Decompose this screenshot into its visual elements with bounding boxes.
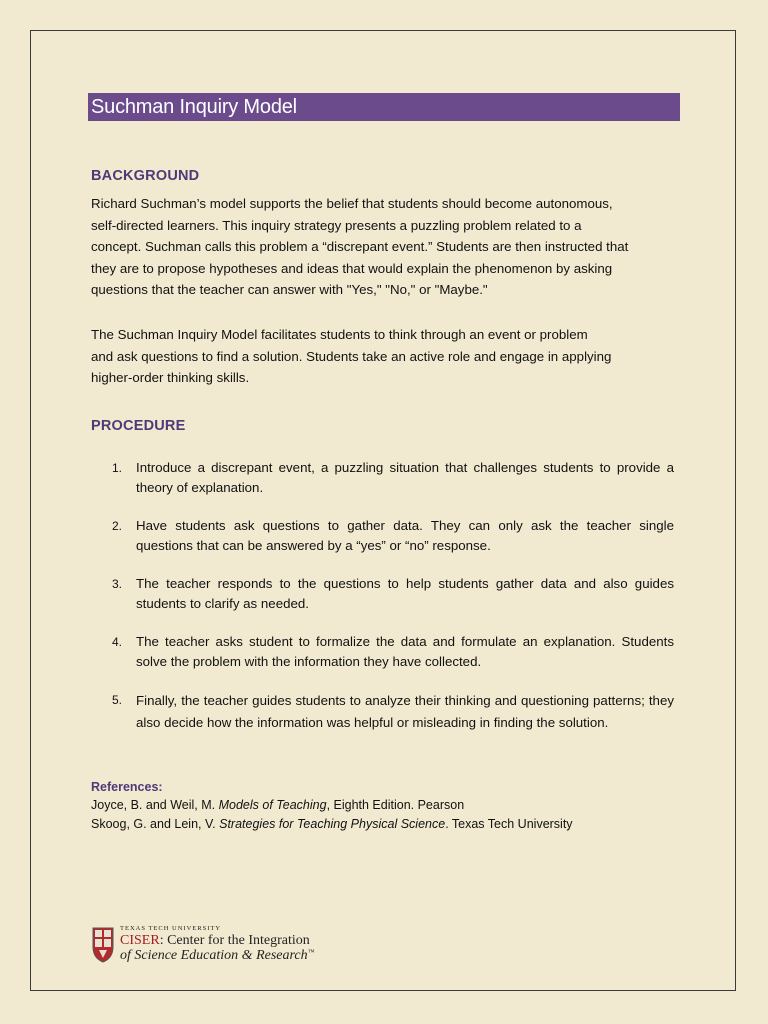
step-number: 3. <box>112 577 123 591</box>
reference-details: . Texas Tech University <box>445 817 573 831</box>
procedure-step-5 <box>108 690 674 733</box>
procedure-step-3 <box>108 574 674 614</box>
procedure-step-4 <box>108 632 674 672</box>
background-heading: BACKGROUND <box>91 168 200 184</box>
text-line: and ask questions to find a solution. Students take an active role and engage in applying <box>91 348 612 364</box>
page-title: Suchman Inquiry Model <box>88 93 680 121</box>
step-text: The teacher responds to the questions to help students gather data and also guides students to clarify as needed. <box>136 576 674 611</box>
text-line: higher-order thinking skills. <box>91 370 250 385</box>
step-number: 5. <box>112 693 123 707</box>
logo-ciser: CISER <box>120 933 160 948</box>
logo-line-2 <box>120 948 315 964</box>
text-line: questions that the teacher can answer with "Yes," "No," or "Maybe." <box>91 282 488 297</box>
reference-authors: Skoog, G. and Lein, V. <box>91 817 216 831</box>
step-text: Have students ask questions to gather data. They can only ask the teacher single questions that can be answered by a “yes” or “no” response. <box>136 518 674 553</box>
procedure-step-2 <box>108 516 674 556</box>
background-paragraph-1 <box>91 193 691 301</box>
procedure-list <box>108 458 674 751</box>
step-number: 1. <box>112 461 123 475</box>
step-number: 4. <box>112 635 123 649</box>
logo-line-1 <box>120 933 310 949</box>
reference-work: Strategies for Teaching Physical Science <box>219 817 446 831</box>
reference-authors: Joyce, B. and Weil, M. <box>91 798 216 812</box>
reference-1 <box>91 798 464 812</box>
text-line: self-directed learners. This inquiry strategy presents a puzzling problem related to a <box>91 217 582 233</box>
reference-details: , Eighth Edition. Pearson <box>326 798 465 812</box>
references-label: References: <box>91 780 163 794</box>
texas-tech-seal-icon <box>90 925 116 963</box>
logo-university: TEXAS TECH UNIVERSITY <box>120 925 222 932</box>
logo-trademark: ™ <box>307 948 315 956</box>
reference-work: Models of Teaching <box>218 798 327 812</box>
ciser-logo <box>90 925 350 965</box>
step-text: Introduce a discrepant event, a puzzling situation that challenges students to provide a theory of explanation. <box>136 460 674 495</box>
text-line: The Suchman Inquiry Model facilitates students to think through an event or problem <box>91 327 588 342</box>
step-text: Finally, the teacher guides students to analyze their thinking and questioning patterns; they also decide how the information was helpful or misleading in finding the solution. <box>136 693 674 730</box>
procedure-step-1 <box>108 458 674 498</box>
logo-line-1-rest: : Center for the Integration <box>159 933 310 948</box>
step-number: 2. <box>112 519 123 533</box>
reference-2 <box>91 817 573 831</box>
step-text: The teacher asks student to formalize the data and formulate an explanation. Students solve the problem with the information they have collected. <box>136 634 674 669</box>
text-line: they are to propose hypotheses and ideas that would explain the phenomenon by asking <box>91 260 613 276</box>
text-line: Richard Suchman’s model supports the belief that students should become autonomous, <box>91 196 613 211</box>
background-paragraph-2 <box>91 324 691 389</box>
procedure-heading: PROCEDURE <box>91 418 186 434</box>
text-line: concept. Suchman calls this problem a “discrepant event.” Students are then instructed that <box>91 239 629 254</box>
logo-line-2-text: of Science Education & Research <box>120 948 308 963</box>
